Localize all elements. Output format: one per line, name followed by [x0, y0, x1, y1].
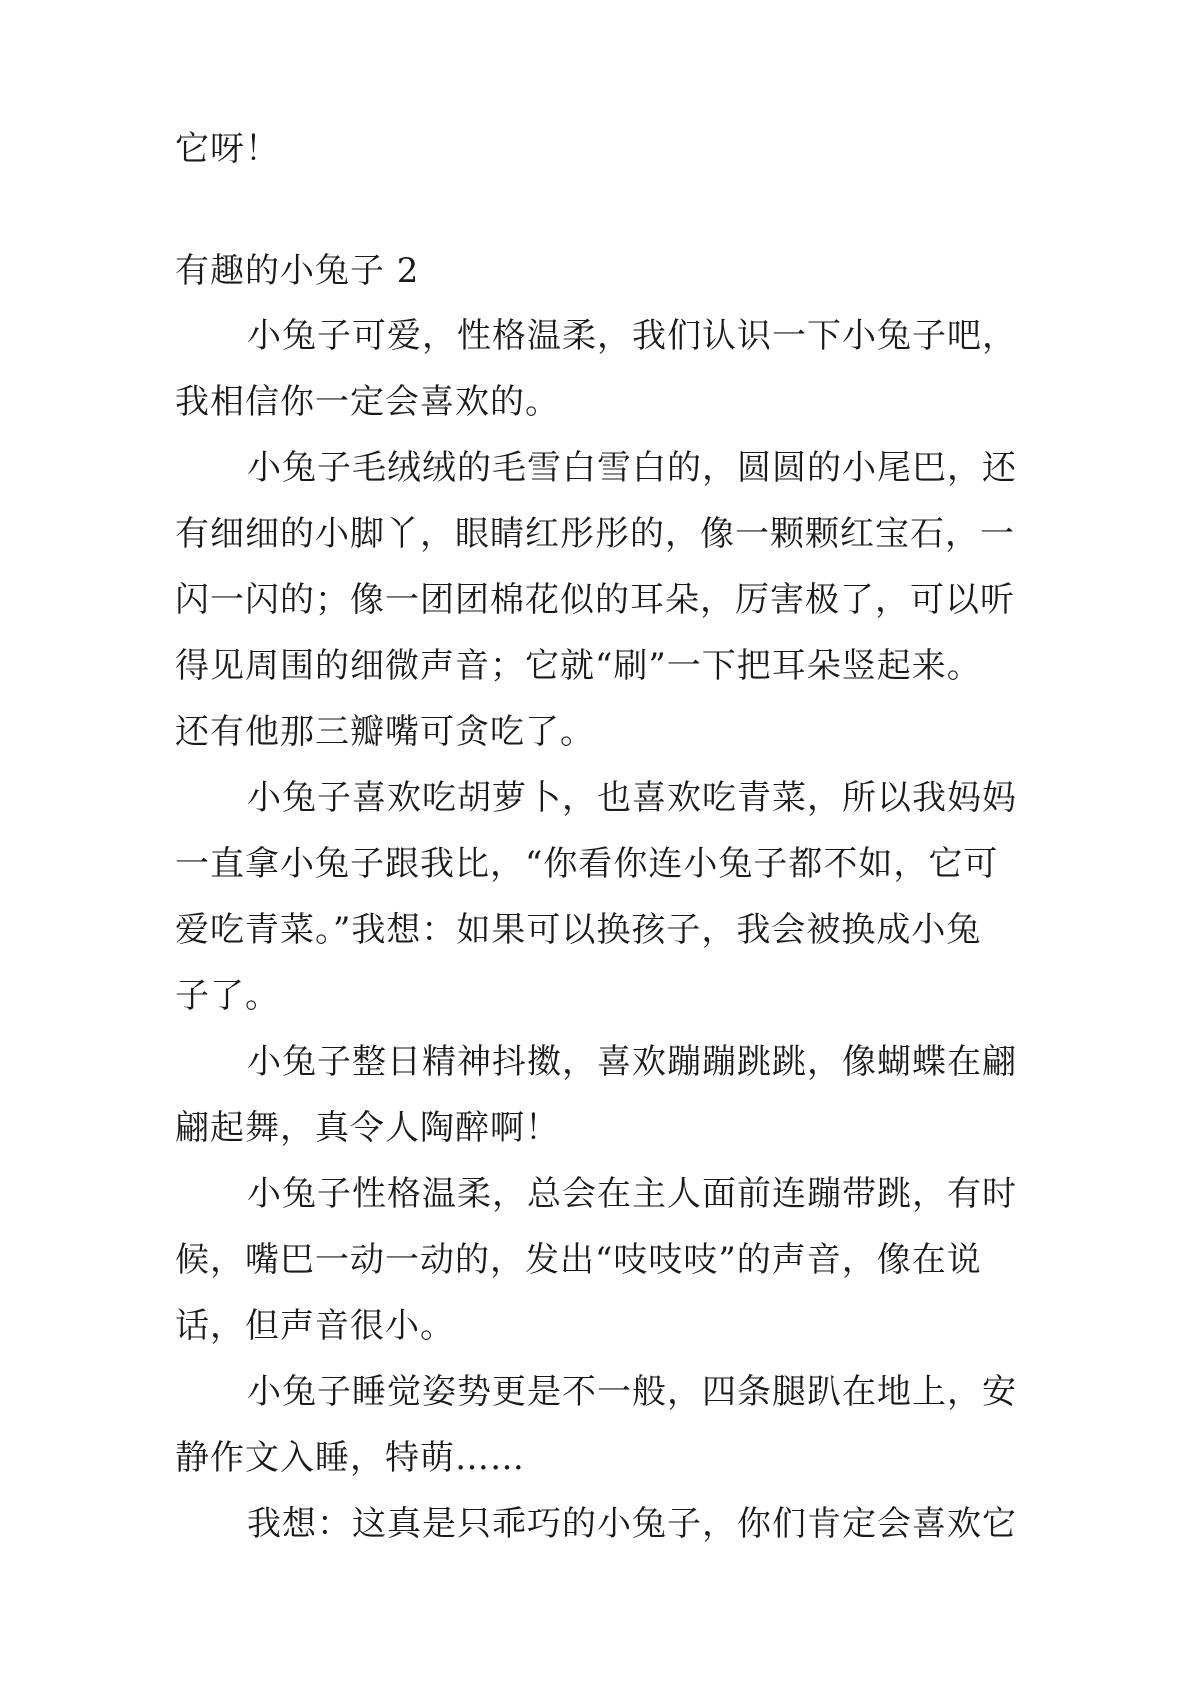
- paragraph-4: [175, 1029, 1035, 1161]
- paragraph-line: 子了。: [175, 976, 280, 1016]
- paragraph-line: 我想：这真是只乖巧的小兔子，你们肯定会喜欢它: [247, 1504, 1017, 1544]
- paragraph-line: 小兔子喜欢吃胡萝卜，也喜欢吃青菜，所以我妈妈: [247, 778, 1017, 818]
- paragraph-5: [175, 1161, 1035, 1359]
- paragraph-line: 小兔子性格温柔，总会在主人面前连蹦带跳，有时: [247, 1174, 1017, 1214]
- paragraph-line: 一直拿小兔子跟我比，“你看你连小兔子都不如，它可: [175, 844, 999, 884]
- paragraph-3: [175, 765, 1035, 1029]
- paragraph-line: 翩起舞，真令人陶醉啊！: [175, 1108, 560, 1148]
- essay-title-text: 有趣的小兔子 2: [175, 251, 420, 291]
- paragraph-line: 小兔子可爱，性格温柔，我们认识一下小兔子吧，: [247, 316, 1017, 356]
- paragraph-line: 我相信你一定会喜欢的。: [175, 382, 560, 422]
- continuation-text: [175, 116, 1035, 182]
- essay-body: [175, 303, 1035, 1557]
- paragraph-line: 闪一闪的；像一团团棉花似的耳朵，厉害极了，可以听: [175, 580, 1015, 620]
- paragraph-6: [175, 1359, 1035, 1491]
- paragraph-line: 静作文入睡，特萌……: [175, 1438, 525, 1478]
- paragraph-line: 爱吃青菜。”我想：如果可以换孩子，我会被换成小兔: [175, 910, 982, 950]
- paragraph-line: 小兔子毛绒绒的毛雪白雪白的，圆圆的小尾巴，还: [247, 448, 1017, 488]
- paragraph-line: 有细细的小脚丫，眼睛红彤彤的，像一颗颗红宝石，一: [175, 514, 1015, 554]
- continuation-line: 它呀！: [175, 129, 280, 169]
- essay-title: [175, 238, 1035, 304]
- paragraph-line: 小兔子整日精神抖擞，喜欢蹦蹦跳跳，像蝴蝶在翩: [247, 1042, 1017, 1082]
- paragraph-7: [175, 1491, 1035, 1557]
- paragraph-line: 小兔子睡觉姿势更是不一般，四条腿趴在地上，安: [247, 1372, 1017, 1412]
- paragraph-1: [175, 303, 1035, 435]
- paragraph-line: 还有他那三瓣嘴可贪吃了。: [175, 712, 595, 752]
- paragraph-line: 得见周围的细微声音；它就“刷”一下把耳朵竖起来。: [175, 646, 982, 686]
- paragraph-2: [175, 435, 1035, 765]
- paragraph-line: 候，嘴巴一动一动的，发出“吱吱吱”的声音，像在说: [175, 1240, 982, 1280]
- paragraph-line: 话，但声音很小。: [175, 1306, 455, 1346]
